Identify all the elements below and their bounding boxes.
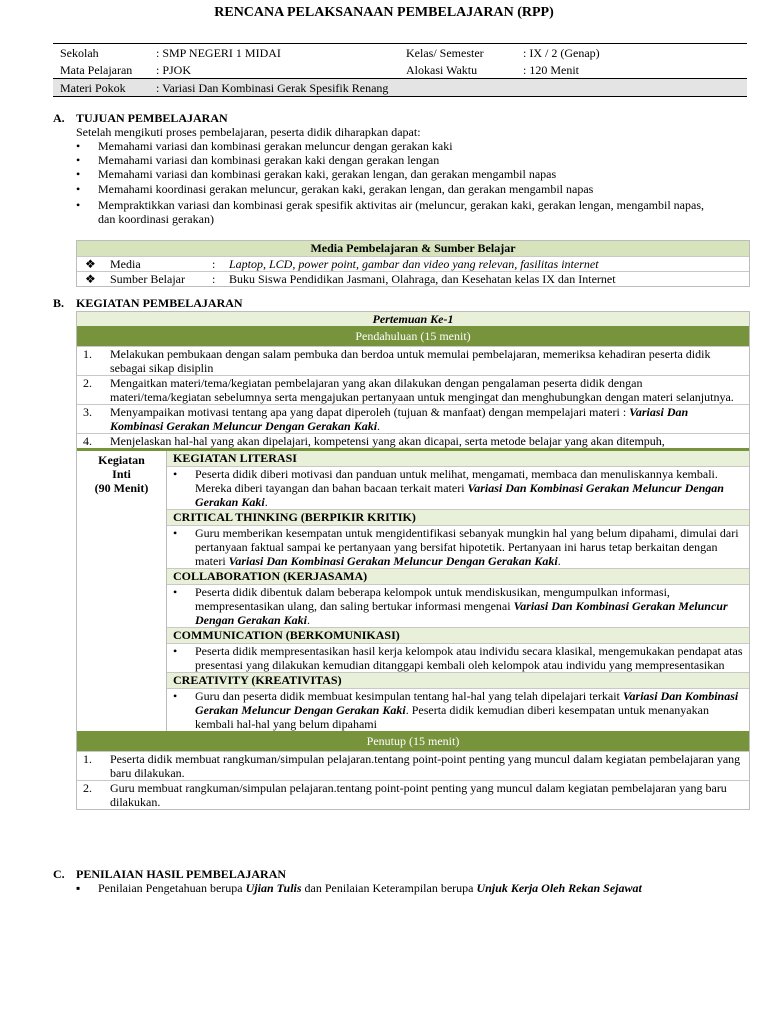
- item-number: 1.: [83, 752, 92, 766]
- opening-header: Pendahuluan (15 menit): [77, 326, 749, 346]
- core-activity: [77, 448, 749, 731]
- section-a-label: A.: [53, 111, 65, 125]
- subject-label: Mata Pelajaran: [60, 63, 133, 77]
- bullet-icon: •: [76, 153, 81, 167]
- bullet-icon: •: [173, 644, 178, 658]
- section-b-label: B.: [53, 296, 65, 310]
- bullet-icon: •: [173, 526, 178, 540]
- bullet-icon: •: [173, 585, 178, 599]
- meeting-label: Pertemuan Ke-1: [77, 312, 749, 326]
- core-label-duration: (90 Menit): [94, 481, 149, 495]
- item-text: Menyampaikan motivasi tentang apa yang dapat diperoleh (tujuan & manfaat) dengan mempelajari materi :: [110, 405, 627, 419]
- objective-text: Memahami koordinasi gerakan meluncur, gerakan kaki, gerakan lengan, dan gerakan mengambil napas: [98, 182, 594, 196]
- item-number: 3.: [83, 405, 92, 419]
- closing-item: [77, 780, 749, 809]
- objective-text: Memahami variasi dan kombinasi gerakan meluncur dengan gerakan kaki: [98, 139, 453, 153]
- bullet-icon: •: [76, 167, 81, 181]
- topic-emphasis: Variasi Dan Kombinasi Gerakan Meluncur Dengan Gerakan Kaki: [110, 405, 689, 433]
- literacy-heading: KEGIATAN LITERASI: [167, 451, 749, 466]
- opening-item: [77, 404, 749, 433]
- media-row: [77, 271, 749, 286]
- media-table: [76, 240, 750, 287]
- opening-item: [77, 433, 749, 448]
- body-text: Guru memberikan kesempatan untuk mengidentifikasi sebanyak mungkin hal yang belum dipahami, dimulai dari pertanyaan faktual sampai ke pertanyaan yang bersifat hipotetik. Pertanyaan ini harus tetap berkaitan dengan materi: [195, 526, 739, 568]
- literacy-body: [167, 466, 749, 509]
- objective-text: Memahami variasi dan kombinasi gerakan kaki, gerakan lengan, dan gerakan mengambil napas: [98, 167, 557, 181]
- class-label: Kelas/ Semester: [406, 46, 484, 60]
- opening-item: [77, 375, 749, 404]
- bullet-icon: •: [173, 689, 178, 703]
- item-text: Menjelaskan hal-hal yang akan dipelajari, kompetensi yang akan dicapai, serta metode belajar yang akan ditempuh,: [110, 434, 665, 448]
- section-c-title: PENILAIAN HASIL PEMBELAJARAN: [76, 867, 287, 881]
- core-activity-label: [77, 451, 167, 731]
- media-label: Media: [110, 257, 141, 271]
- school-label: Sekolah: [60, 46, 99, 60]
- topic-emphasis: Variasi Dan Kombinasi Gerakan Meluncur Dengan Gerakan Kaki: [195, 689, 739, 717]
- critical-thinking-heading: CRITICAL THINKING (BERPIKIR KRITIK): [167, 509, 749, 525]
- media-value: Laptop, LCD, power point, gambar dan video yang relevan, fasilitas internet: [229, 257, 599, 271]
- body-text-wrapper: [195, 585, 745, 627]
- class-value: : IX / 2 (Genap): [523, 46, 600, 60]
- bullet-icon: •: [173, 467, 178, 481]
- diamond-bullet-icon: ❖: [85, 272, 96, 286]
- assessment-part: dan Penilaian Keterampilan berupa: [304, 881, 474, 895]
- source-label: Sumber Belajar: [110, 272, 185, 286]
- item-number: 2.: [83, 781, 92, 795]
- creativity-body: [167, 688, 749, 731]
- body-text: Peserta didik diberi motivasi dan panduan untuk melihat, mengamati, membaca dan menuliskannya kembali. Mereka diberi tayangan dan bahan bacaan terkait materi: [195, 467, 718, 495]
- body-text: Peserta didik dibentuk dalam beberapa kelompok untuk mendiskusikan, mengumpulkan informasi, mempresentasikan ulang, dan saling bertukar informasi mengenai: [195, 585, 670, 613]
- communication-heading: COMMUNICATION (BERKOMUNIKASI): [167, 627, 749, 643]
- item-text: Mengaitkan materi/tema/kegiatan pembelajaran yang akan dilakukan dengan pengalaman peserta didik dengan materi/tema/kegiatan sebelumnya serta mengajukan pertanyaan untuk mengingat dan menghubungkan dengan materi selanjutnya.: [110, 376, 734, 404]
- item-number: 2.: [83, 376, 92, 390]
- body-text: Peserta didik mempresentasikan hasil kerja kelompok atau individu secara klasikal, mengemukakan pendapat atas presentasi yang dilakukan kemudian ditanggapi kembali oleh kelompok atau individu yang mempresentasikan: [195, 644, 743, 672]
- topic-emphasis: Variasi Dan Kombinasi Gerakan Meluncur Dengan Gerakan Kaki: [228, 554, 558, 568]
- info-row: [53, 61, 747, 78]
- body-text-wrapper: [195, 526, 745, 568]
- subject-value: : PJOK: [156, 63, 192, 77]
- bullet-icon: •: [76, 139, 81, 153]
- assessment-emphasis: Ujian Tulis: [245, 881, 302, 895]
- opening-item: [77, 346, 749, 375]
- body-text-wrapper: [195, 467, 745, 509]
- creativity-heading: CREATIVITY (KREATIVITAS): [167, 672, 749, 688]
- objective-text: Memahami variasi dan kombinasi gerakan kaki dengan gerakan lengan: [98, 153, 440, 167]
- communication-body: [167, 643, 749, 672]
- media-row: [77, 256, 749, 271]
- square-bullet-icon: ▪: [76, 881, 81, 895]
- activities-table: [76, 311, 750, 810]
- school-value: : SMP NEGERI 1 MIDAI: [156, 46, 281, 60]
- objective-text: Mempraktikkan variasi dan kombinasi gerak spesifik aktivitas air (meluncur, gerakan kaki, gerakan lengan, mengambil napas, dan koordinasi gerakan): [98, 198, 704, 226]
- item-number: 4.: [83, 434, 92, 448]
- time-value: : 120 Menit: [523, 63, 579, 77]
- item-text-wrapper: [110, 405, 742, 433]
- body-text-after: . Peserta didik kemudian diberi kesempatan untuk menanyakan kembali hal-hal yang belum dipahami: [195, 703, 709, 731]
- assessment-part: Penilaian Pengetahuan berupa: [98, 881, 243, 895]
- info-row: [53, 44, 747, 61]
- body-text-after: .: [264, 495, 268, 509]
- section-c-label: C.: [53, 867, 65, 881]
- document-title: RENCANA PELAKSANAAN PEMBELAJARAN (RPP): [214, 5, 554, 20]
- media-colon: :: [212, 257, 216, 271]
- materi-value: : Variasi Dan Kombinasi Gerak Spesifik Renang: [156, 81, 389, 95]
- core-activity-content: [167, 451, 749, 731]
- core-label-line: Inti: [112, 467, 131, 481]
- body-text-after: .: [557, 554, 561, 568]
- closing-header: Penutup (15 menit): [77, 731, 749, 751]
- source-colon: :: [212, 272, 216, 286]
- topic-emphasis: Variasi Dan Kombinasi Gerakan Meluncur Dengan Gerakan Kaki: [195, 481, 724, 509]
- core-label-line: Kegiatan: [98, 453, 145, 467]
- critical-thinking-body: [167, 525, 749, 568]
- assessment-emphasis: Unjuk Kerja Oleh Rekan Sejawat: [476, 881, 642, 895]
- body-text-after: .: [307, 613, 311, 627]
- materi-row: [53, 78, 747, 96]
- closing-item: [77, 751, 749, 780]
- topic-emphasis: Variasi Dan Kombinasi Gerakan Meluncur Dengan Gerakan Kaki: [195, 599, 728, 627]
- item-text: Guru membuat rangkuman/simpulan pelajaran.tentang point-point penting yang muncul dalam kegiatan pembelajaran yang baru dilakukan.: [110, 781, 727, 809]
- time-label: Alokasi Waktu: [406, 63, 478, 77]
- item-text-after: .: [377, 419, 381, 433]
- section-a-title: TUJUAN PEMBELAJARAN: [76, 111, 228, 125]
- assessment-text: [98, 881, 748, 895]
- body-text-wrapper: [195, 689, 745, 731]
- collaboration-heading: COLLABORATION (KERJASAMA): [167, 568, 749, 584]
- item-text: Melakukan pembukaan dengan salam pembuka dan berdoa untuk memulai pembelajaran, memeriksa kehadiran peserta didik sebagai sikap disiplin: [110, 347, 711, 375]
- body-text: Guru dan peserta didik membuat kesimpulan tentang hal-hal yang telah dipelajari terkait: [195, 689, 620, 703]
- item-text: Peserta didik membuat rangkuman/simpulan pelajaran.tentang point-point penting yang muncul dalam kegiatan pembelajaran yang baru dilakukan.: [110, 752, 741, 780]
- media-table-header: Media Pembelajaran & Sumber Belajar: [77, 241, 749, 256]
- section-b-title: KEGIATAN PEMBELAJARAN: [76, 296, 243, 310]
- bullet-icon: •: [76, 182, 81, 196]
- section-a-intro: Setelah mengikuti proses pembelajaran, peserta didik diharapkan dapat:: [76, 125, 421, 139]
- school-info-table: [53, 43, 747, 97]
- materi-label: Materi Pokok: [60, 81, 126, 95]
- item-number: 1.: [83, 347, 92, 361]
- source-value: Buku Siswa Pendidikan Jasmani, Olahraga, dan Kesehatan kelas IX dan Internet: [229, 272, 616, 286]
- diamond-bullet-icon: ❖: [85, 257, 96, 271]
- bullet-icon: •: [76, 198, 81, 212]
- collaboration-body: [167, 584, 749, 627]
